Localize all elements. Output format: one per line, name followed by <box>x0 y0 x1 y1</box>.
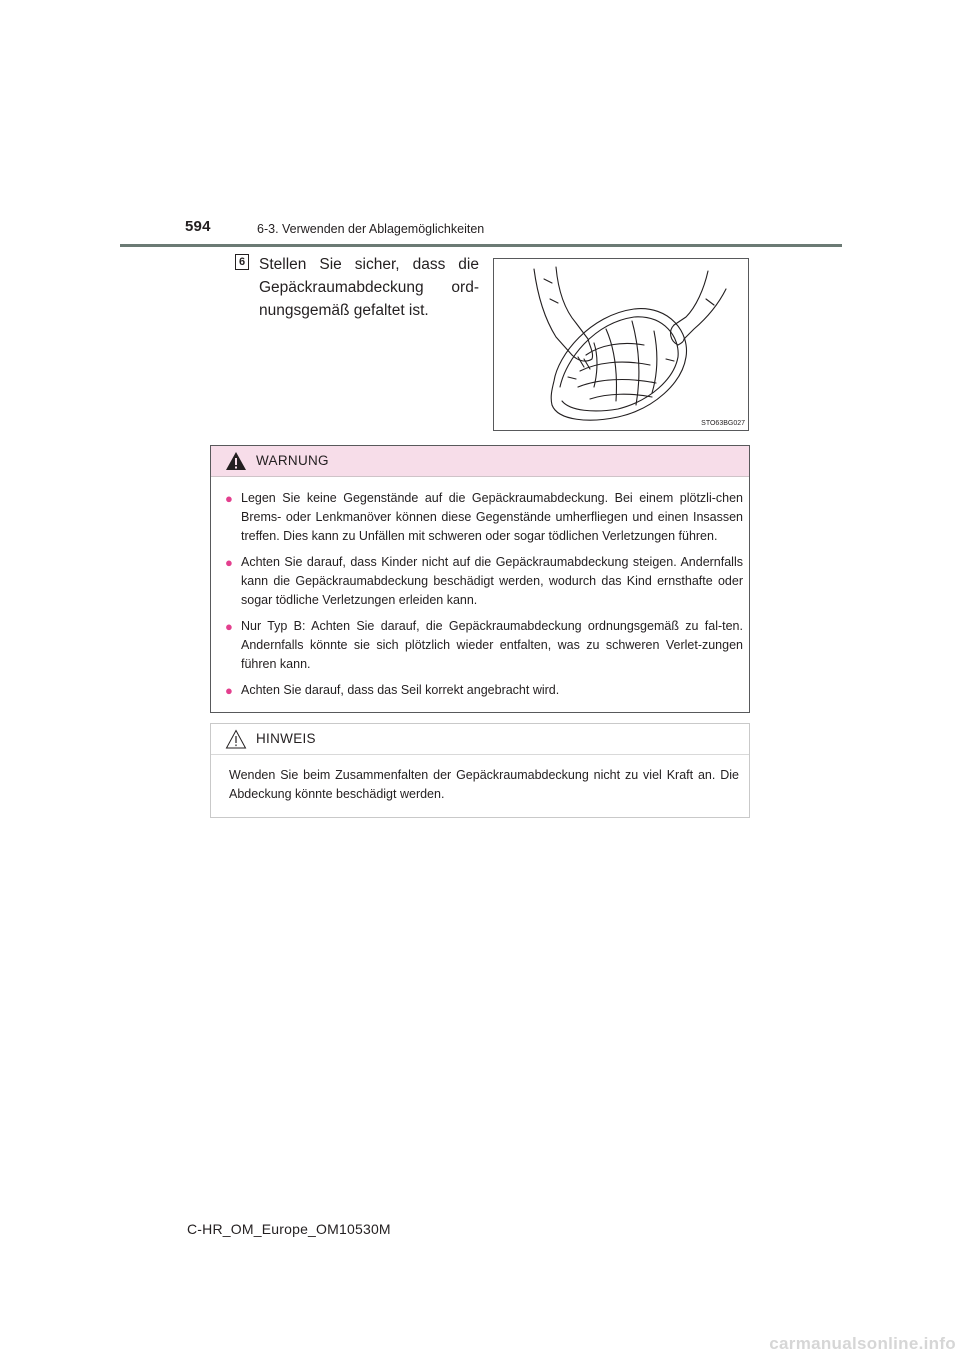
header-rule <box>120 244 842 247</box>
footer-document-id: C-HR_OM_Europe_OM10530M <box>187 1221 391 1237</box>
page-number: 594 <box>185 218 211 235</box>
bullet-icon: ● <box>225 619 233 634</box>
illustration-folded-luggage-cover <box>493 258 749 431</box>
folded-cover-drawing <box>494 259 748 430</box>
warning-item <box>223 553 743 610</box>
warning-box <box>210 445 750 713</box>
warning-item <box>223 617 743 674</box>
section-title: 6-3. Verwenden der Ablagemöglichkeiten <box>257 222 485 236</box>
warning-item-text: Achten Sie darauf, dass das Seil korrekt angebracht wird. <box>241 683 560 697</box>
warning-item <box>223 489 743 546</box>
warning-title: WARNUNG <box>256 453 329 468</box>
warning-header <box>211 446 749 477</box>
warning-item-text: Legen Sie keine Gegenstände auf die Gepäckraumabdeckung. Bei einem plötzli-chen Brems- oder Lenkmanöver können diese Gegenstände umherfliegen und einen Insassen treffen. Dies kann zu Unfällen mit schweren oder sogar tödlichen Verletzungen führen. <box>241 491 743 543</box>
note-box <box>210 723 750 818</box>
bullet-icon: ● <box>225 683 233 698</box>
warning-triangle-icon <box>225 451 247 471</box>
warning-list <box>223 489 743 707</box>
note-text: Wenden Sie beim Zusammenfalten der Gepäckraumabdeckung nicht zu viel Kraft an. Die Abdeckung könnte beschädigt werden. <box>229 768 739 801</box>
warning-item-text: Achten Sie darauf, dass Kinder nicht auf die Gepäckraumabdeckung steigen. Andernfalls kann die Gepäckraumabdeckung beschädigt werden, wodurch das Kind ernsthafte oder sogar tödliche Verletzungen erleiden kann. <box>241 555 743 607</box>
bullet-icon: ● <box>225 555 233 570</box>
step-number-badge: 6 <box>235 254 249 270</box>
bullet-icon: ● <box>225 491 233 506</box>
note-title: HINWEIS <box>256 731 316 746</box>
watermark: carmanualsonline.info <box>769 1334 956 1353</box>
caution-triangle-icon <box>225 729 247 749</box>
step-instruction: Stellen Sie sicher, dass die Gepäckraumabdeckung ord-nungsgemäß gefaltet ist. <box>259 256 479 319</box>
illustration-code: STO63BG027 <box>701 420 745 427</box>
note-header <box>211 724 749 755</box>
warning-item-text: Nur Typ B: Achten Sie darauf, die Gepäckraumabdeckung ordnungsgemäß zu fal-ten. Andernfalls könnte sie sich plötzlich wieder entfalten, was zu schweren Verlet-zungen führen kann. <box>241 619 743 671</box>
warning-item <box>223 681 743 700</box>
